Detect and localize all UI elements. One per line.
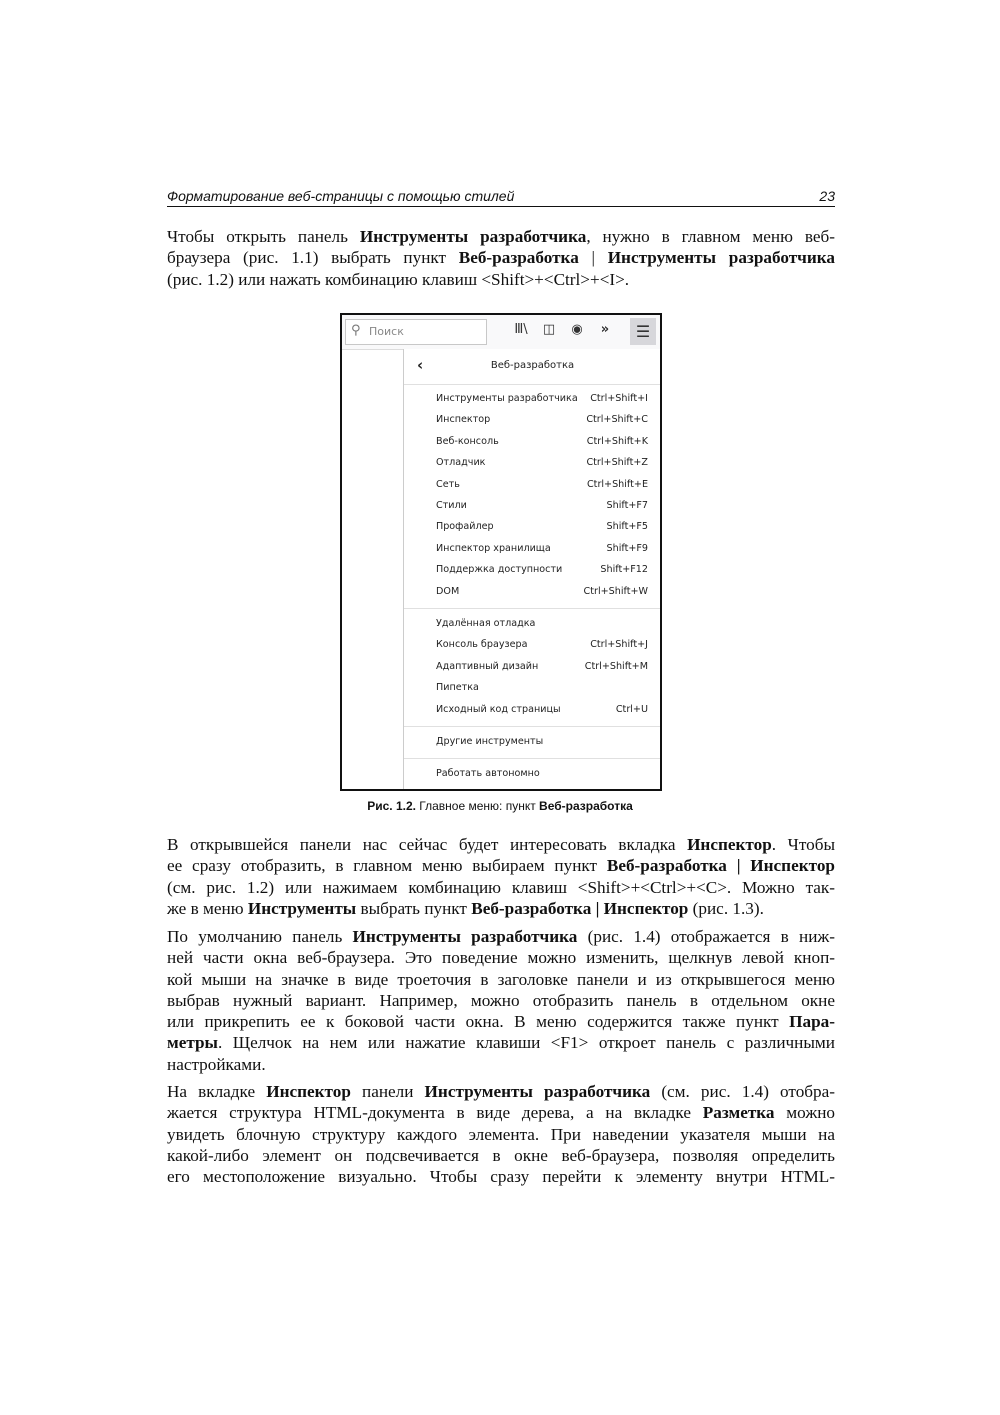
text-run: . Чтобы bbox=[771, 835, 835, 854]
menu-item-shortcut: Ctrl+Shift+Z bbox=[586, 457, 648, 469]
text-run: На вкладке bbox=[167, 1082, 267, 1101]
figure-caption bbox=[0, 799, 1000, 813]
caption-item: Веб-разработка bbox=[539, 799, 633, 813]
menu-item[interactable] bbox=[436, 436, 648, 454]
menu-item-label: Профайлер bbox=[436, 521, 494, 533]
text-line bbox=[167, 969, 835, 990]
paragraph bbox=[167, 226, 835, 290]
page-number: 23 bbox=[819, 188, 835, 204]
menu-item[interactable] bbox=[436, 521, 648, 539]
menu-item[interactable] bbox=[436, 768, 648, 786]
paragraph bbox=[167, 926, 835, 1075]
menu-item-label: Поддержка доступности bbox=[436, 564, 563, 576]
menu-item[interactable] bbox=[436, 639, 648, 657]
bold-term: Инспектор bbox=[266, 1082, 351, 1101]
menu-item-shortcut: Ctrl+U bbox=[615, 703, 648, 715]
caption-text: Главное меню: пункт bbox=[415, 799, 540, 813]
menu-item-shortcut: Ctrl+Shift+E bbox=[586, 478, 648, 490]
menu-item-label: Инспектор хранилища bbox=[436, 542, 551, 554]
bold-term: метры bbox=[167, 1033, 218, 1053]
hamburger-menu-icon[interactable]: ☰ bbox=[630, 318, 656, 345]
menu-item-label: DOM bbox=[436, 585, 460, 597]
text-run: его местоположение визуально. Чтобы сразу перейти к элементу внутри HTML- bbox=[167, 1167, 835, 1187]
menu-separator bbox=[404, 608, 661, 609]
menu-item-label: Адаптивный дизайн bbox=[436, 660, 539, 672]
text-line bbox=[167, 1032, 835, 1053]
search-input[interactable] bbox=[345, 319, 487, 345]
paragraph bbox=[167, 1081, 835, 1187]
menu-item-label: Консоль браузера bbox=[436, 639, 528, 651]
bold-term: Инструменты разработчика bbox=[359, 227, 587, 246]
text-run: ней части окна веб-браузера. Это поведение можно изменить, щелкнув левой кноп- bbox=[167, 948, 835, 968]
library-icon[interactable]: Ⅲ\ bbox=[514, 322, 528, 337]
menu-item[interactable] bbox=[436, 479, 648, 497]
menu-title: Веб-разработка bbox=[490, 360, 575, 371]
text-line bbox=[167, 834, 835, 855]
text-run: жается структура HTML-документа в виде дерева, а на вкладке bbox=[167, 1103, 703, 1123]
menu-separator bbox=[404, 758, 661, 759]
caption-number: Рис. 1.2. bbox=[367, 799, 416, 813]
text-run: , нужно в главном меню веб- bbox=[586, 227, 835, 246]
menu-item-shortcut: Ctrl+Shift+J bbox=[590, 639, 648, 651]
text-run: Чтобы открыть панель bbox=[167, 227, 360, 246]
menu-header bbox=[404, 349, 661, 385]
menu-item-label: Удалённая отладка bbox=[436, 618, 536, 629]
menu-item-label: Исходный код страницы bbox=[436, 703, 561, 715]
menu-item-label: Стили bbox=[436, 500, 467, 511]
text-run: По умолчанию панель bbox=[167, 927, 353, 946]
menu-item-shortcut: Shift+F5 bbox=[606, 521, 648, 533]
menu-item[interactable] bbox=[436, 704, 648, 722]
text-line bbox=[167, 877, 835, 898]
menu-item-label: Работать автономно bbox=[436, 768, 540, 780]
text-line bbox=[167, 226, 835, 247]
text-run: В открывшейся панели нас сейчас будет интересовать вкладка bbox=[167, 835, 688, 854]
bold-term: Инструменты bbox=[247, 898, 357, 918]
text-line bbox=[167, 269, 835, 290]
text-run: (см. рис. 1.2) или нажимаем комбинацию клавиш <Shift>+<Ctrl>+<C>. Можно так- bbox=[167, 877, 835, 897]
menu-item-label: Инспектор bbox=[436, 414, 491, 426]
text-line bbox=[167, 1081, 835, 1102]
menu-item-shortcut: Shift+F12 bbox=[600, 564, 648, 576]
search-placeholder: Поиск bbox=[369, 325, 404, 338]
bold-term: Веб-разработка | Инспектор bbox=[471, 898, 689, 918]
menu-item[interactable] bbox=[436, 457, 648, 475]
menu-item-label: Веб-консоль bbox=[436, 435, 499, 447]
text-line bbox=[167, 926, 835, 947]
menu-item-label: Пипетка bbox=[436, 682, 479, 694]
menu-separator bbox=[404, 726, 661, 727]
menu-item[interactable] bbox=[436, 500, 648, 518]
chevron-left-icon[interactable]: ‹ bbox=[417, 356, 424, 374]
paragraph bbox=[167, 834, 835, 919]
text-line bbox=[167, 1124, 835, 1145]
account-icon[interactable]: ◉ bbox=[571, 322, 583, 337]
running-head bbox=[167, 187, 835, 207]
bold-term: Веб-разработка | Инспектор bbox=[606, 856, 835, 876]
text-run: какой-либо элемент он подсвечивается в окне веб-браузера, позволяя определить bbox=[167, 1145, 835, 1165]
text-run: панели bbox=[350, 1082, 425, 1101]
menu-item[interactable] bbox=[436, 414, 648, 432]
text-run: или прикрепить ее к боковой части окна. В меню содержится также пункт bbox=[167, 1012, 790, 1032]
text-run: (рис. 1.3). bbox=[688, 898, 764, 918]
figure-screenshot bbox=[340, 313, 662, 791]
text-run: настройками. bbox=[167, 1054, 266, 1074]
menu-item-label: Отладчик bbox=[436, 457, 486, 469]
overflow-icon[interactable]: » bbox=[600, 322, 610, 337]
menu-item-shortcut: Ctrl+Shift+W bbox=[583, 585, 648, 597]
menu-item-shortcut: Ctrl+Shift+I bbox=[590, 393, 648, 404]
text-line bbox=[167, 1145, 835, 1166]
text-line bbox=[167, 990, 835, 1011]
text-run: | bbox=[578, 248, 608, 268]
bold-term: Инструменты разработчика bbox=[352, 927, 578, 946]
web-developer-menu bbox=[403, 349, 661, 789]
menu-item-shortcut: Shift+F7 bbox=[606, 500, 648, 511]
text-run: (рис. 1.4) отображается в ниж- bbox=[577, 927, 836, 946]
browser-toolbar bbox=[342, 315, 660, 350]
menu-item[interactable] bbox=[436, 736, 648, 754]
text-line bbox=[167, 947, 835, 968]
menu-item-label: Сеть bbox=[436, 478, 460, 490]
text-run: выбрав нужный вариант. Например, можно отобразить панель в отдельном окне bbox=[167, 990, 835, 1010]
text-line bbox=[167, 1054, 835, 1075]
menu-item-shortcut: Ctrl+Shift+C bbox=[586, 414, 648, 426]
menu-item[interactable] bbox=[436, 661, 648, 679]
text-run: увидеть блочную структуру каждого элемента. При наведении указателя мыши на bbox=[167, 1124, 835, 1144]
menu-item-shortcut: Shift+F9 bbox=[606, 542, 648, 554]
menu-item[interactable] bbox=[436, 393, 648, 411]
text-run: (рис. 1.2) или нажать комбинацию клавиш <Shift>+<Ctrl>+<I>. bbox=[167, 269, 630, 289]
menu-item[interactable] bbox=[436, 586, 648, 604]
bold-term: Пара- bbox=[789, 1012, 835, 1032]
menu-item-label: Другие инструменты bbox=[436, 736, 544, 747]
text-line bbox=[167, 247, 835, 268]
text-run: . Щелчок на нем или нажатие клавиши <F1> откроет панель с различными bbox=[217, 1033, 835, 1053]
search-icon: ⚲ bbox=[351, 323, 361, 338]
text-run: же в меню bbox=[167, 898, 248, 918]
bold-term: Разметка bbox=[702, 1103, 775, 1123]
bold-term: Веб-разработка bbox=[458, 248, 579, 268]
text-line bbox=[167, 1011, 835, 1032]
sidebar-icon[interactable]: ◫ bbox=[542, 322, 556, 337]
text-run: (см. рис. 1.4) отобра- bbox=[650, 1082, 835, 1101]
text-run: ее сразу отобразить, в главном меню выбираем пункт bbox=[167, 856, 607, 876]
menu-item[interactable] bbox=[436, 564, 648, 582]
text-line bbox=[167, 1102, 835, 1123]
text-run: кой мыши на значке в виде троеточия в заголовке панели и из открывшегося меню bbox=[167, 969, 835, 989]
text-run: выбрать пункт bbox=[356, 898, 472, 918]
menu-item[interactable] bbox=[436, 618, 648, 636]
menu-item-label: Инструменты разработчика bbox=[436, 393, 578, 404]
running-head-title: Форматирование веб-страницы с помощью стилей bbox=[167, 188, 515, 204]
menu-item-shortcut: Ctrl+Shift+K bbox=[586, 435, 648, 447]
text-run: можно bbox=[774, 1103, 835, 1123]
text-line bbox=[167, 898, 835, 919]
text-run: браузера (рис. 1.1) выбрать пункт bbox=[167, 248, 459, 268]
bold-term: Инспектор bbox=[687, 835, 772, 854]
menu-item-shortcut: Ctrl+Shift+M bbox=[584, 660, 648, 672]
bold-term: Инструменты разработчика bbox=[424, 1082, 651, 1101]
bold-term: Инструменты разработчика bbox=[607, 248, 835, 268]
menu-item[interactable] bbox=[436, 543, 648, 561]
text-line bbox=[167, 855, 835, 876]
menu-item[interactable] bbox=[436, 682, 648, 700]
text-line bbox=[167, 1166, 835, 1187]
